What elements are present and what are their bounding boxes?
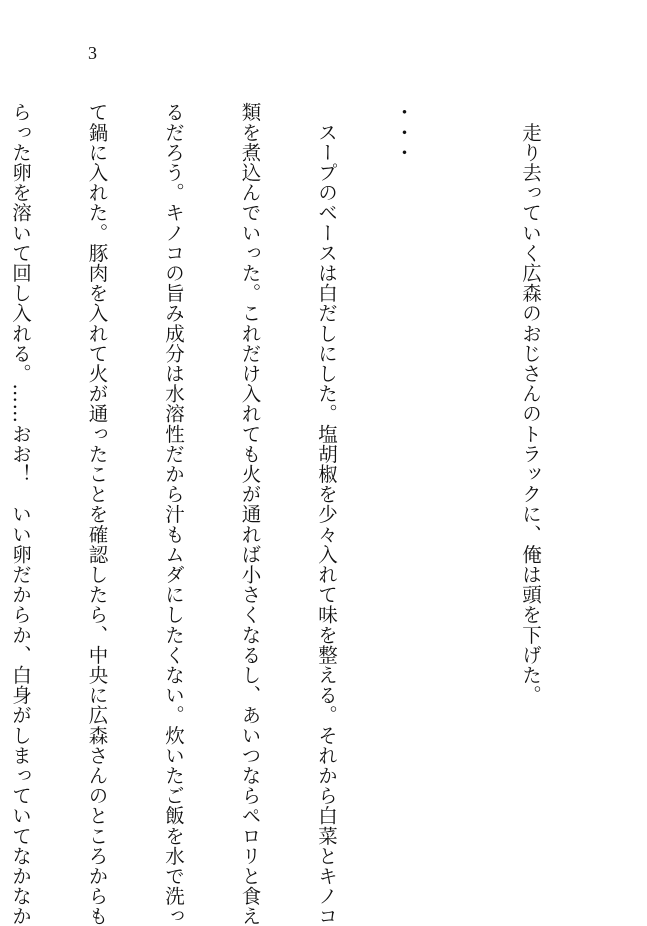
page-number: 3	[88, 43, 97, 63]
text-line: らった卵を溶いて回し入れる。……おお！ いい卵だからか、白身がしまっていてなかなか	[9, 102, 32, 926]
text-line: て鍋に入れた。豚肉を入れて火が通ったことを確認したら、中央に広森さんのところからも	[85, 102, 109, 926]
scene-break: ・・・	[391, 102, 415, 163]
text-line: スープのベースは白だしにした。塩胡椒を少々入れて味を整える。それから白菜とキノコ	[315, 102, 338, 926]
text-line: 走り去っていく広森のおじさんのトラックに、俺は頭を下げた。	[519, 102, 542, 705]
novel-body-text	[9, 102, 594, 926]
text-line: るだろう。キノコの旨み成分は水溶性だから汁もムダにしたくない。炊いたご飯を水で洗っ	[162, 102, 185, 926]
text-line: 類を煮込んでいった。これだけ入れても火が通れば小さくなるし、あいつならペロリと食え	[238, 102, 262, 926]
